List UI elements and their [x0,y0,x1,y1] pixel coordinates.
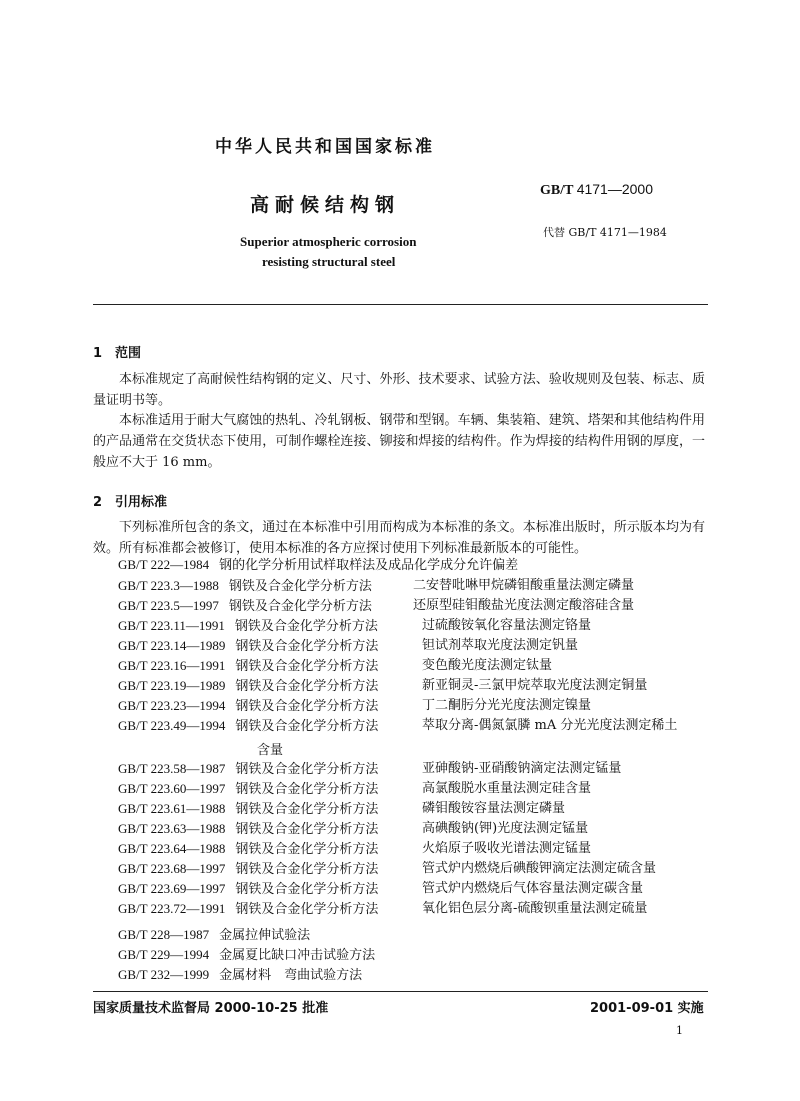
reference-subtitle: 亚砷酸钠-亚硝酸钠滴定法测定锰量 [422,761,622,776]
document-title: 高耐候结构钢 [250,194,401,216]
reference-title: 钢铁及合金化学分析方法 [235,659,379,674]
reference-title: 钢铁及合金化学分析方法 [228,579,372,594]
standard-code-prefix: GB/T [540,183,574,198]
reference-title: 钢铁及合金化学分析方法 [235,719,379,734]
reference-title: 钢铁及合金化学分析方法 [228,599,372,614]
english-title-line1: Superior atmospheric corrosion [240,234,417,249]
reference-subtitle: 丁二酮肟分光光度法测定镍量 [422,698,592,713]
section-2-paragraph: 下列标准所包含的条文，通过在本标准中引用而构成为本标准的条文。本标准出版时，所示版本均为有效。所有标准都会被修订，使用本标准的各方应探讨使用下列标准最新版本的可能性。 [93,520,705,556]
reference-code: GB/T 223.64—1988 [118,841,226,856]
reference-item [118,696,378,717]
reference-item [118,759,378,780]
reference-title: 钢铁及合金化学分析方法 [235,882,379,897]
reference-title: 钢铁及合金化学分析方法 [235,842,379,857]
reference-item [118,616,378,637]
reference-code: GB/T 223.69—1997 [118,881,226,896]
reference-subtitle: 磷钼酸铵容量法测定磷量 [422,801,566,816]
reference-code: GB/T 223.5—1997 [118,598,219,613]
reference-title: 钢铁及合金化学分析方法 [235,802,379,817]
reference-item [118,555,518,576]
reference-code: GB/T 223.3—1988 [118,578,219,593]
reference-subtitle: 管式炉内燃烧后气体容量法测定碳含量 [422,881,644,896]
reference-code: GB/T 223.61—1988 [118,801,226,816]
reference-item [118,576,372,597]
reference-code: GB/T 223.19—1989 [118,678,226,693]
header-divider [93,304,708,305]
reference-subtitle: 变色酸光度法测定钛量 [422,658,553,673]
reference-code: GB/T 223.11—1991 [118,618,225,633]
reference-subtitle: 高氯酸脱水重量法测定硅含量 [422,781,592,796]
section-1-heading: 1 范围 [93,346,142,361]
reference-item [118,879,378,900]
reference-item [118,819,378,840]
reference-title: 钢铁及合金化学分析方法 [235,902,379,917]
reference-item [118,925,310,946]
section-2-heading: 2 引用标准 [93,495,168,510]
reference-title: 钢铁及合金化学分析方法 [235,782,379,797]
reference-code: GB/T 223.23—1994 [118,698,226,713]
reference-subtitle: 氧化铝色层分离-硫酸钡重量法测定硫量 [422,901,648,916]
reference-subtitle: 钽试剂萃取光度法测定钒量 [422,638,579,653]
section-1-paragraph-1: 本标准规定了高耐候性结构钢的定义、尺寸、外形、技术要求、试验方法、验收规则及包装、标志、质量证明书等。 [93,372,705,408]
reference-title: 钢铁及合金化学分析方法 [235,699,379,714]
reference-code: GB/T 223.60—1997 [118,781,226,796]
reference-item [118,779,378,800]
section-1-paragraph-2: 本标准适用于耐大气腐蚀的热轧、冷轧钢板、钢带和型钢。车辆、集装箱、建筑、塔架和其他结构件用的产品通常在交货状态下使用，可制作螺栓连接、铆接和焊接的结构件。作为焊接的结构件用钢的厚度，一般应不大于 16 mm。 [93,413,705,470]
reference-code: GB/T 223.68—1997 [118,861,226,876]
reference-item [118,799,378,820]
reference-item [118,636,378,657]
reference-subtitle: 火焰原子吸收光谱法测定锰量 [422,841,592,856]
reference-continuation: 含量 [257,743,284,758]
reference-item [118,676,378,697]
reference-code: GB/T 223.58—1987 [118,761,226,776]
implementation-date: 2001-09-01 实施 [590,1001,704,1016]
reference-title: 钢铁及合金化学分析方法 [235,679,379,694]
reference-item [118,965,362,986]
reference-title: 金属拉伸试验法 [219,928,311,943]
reference-code: GB/T 232—1999 [118,967,210,982]
approval-note: 国家质量技术监督局 2000-10-25 批准 [93,1001,329,1016]
reference-title: 钢铁及合金化学分析方法 [234,619,378,634]
reference-item [118,596,372,617]
reference-subtitle: 萃取分离-偶氮氯膦 mA 分光光度法测定稀土 [422,718,678,733]
reference-title: 金属夏比缺口冲击试验方法 [219,948,376,963]
reference-subtitle: 二安替吡啉甲烷磷钼酸重量法测定磷量 [413,578,635,593]
reference-code: GB/T 223.63—1988 [118,821,226,836]
reference-title: 钢铁及合金化学分析方法 [235,862,379,877]
reference-code: GB/T 223.72—1991 [118,901,226,916]
reference-title: 金属材料 弯曲试验方法 [219,968,363,983]
reference-item [118,859,378,880]
reference-subtitle: 管式炉内燃烧后碘酸钾滴定法测定硫含量 [422,861,657,876]
standard-code-number: 4171—2000 [576,181,653,197]
page-number: 1 [676,1024,683,1037]
reference-code: GB/T 222—1984 [118,557,210,572]
reference-code: GB/T 223.16—1991 [118,658,226,673]
reference-code: GB/T 229—1994 [118,947,210,962]
reference-title: 钢的化学分析用试样取样法及成品化学成分允许偏差 [219,558,519,573]
english-title-line2: resisting structural steel [262,254,396,269]
reference-subtitle: 高碘酸钠(钾)光度法测定锰量 [422,821,589,836]
national-standard-heading: 中华人民共和国国家标准 [215,137,435,157]
reference-subtitle: 新亚铜灵-三氯甲烷萃取光度法测定铜量 [422,678,648,693]
reference-item [118,716,378,737]
reference-title: 钢铁及合金化学分析方法 [235,822,379,837]
reference-code: GB/T 223.14—1989 [118,638,226,653]
reference-item [118,839,378,860]
replaces-note: 代替 GB/T 4171—1984 [543,226,667,239]
reference-title: 钢铁及合金化学分析方法 [235,762,379,777]
footer-divider [93,991,708,992]
reference-code: GB/T 228—1987 [118,927,210,942]
reference-subtitle: 还原型硅钼酸盐光度法测定酸溶硅含量 [413,598,635,613]
reference-subtitle: 过硫酸铵氧化容量法测定铬量 [422,618,592,633]
reference-title: 钢铁及合金化学分析方法 [235,639,379,654]
reference-code: GB/T 223.49—1994 [118,718,226,733]
reference-item [118,656,378,677]
reference-item [118,945,375,966]
standard-code [540,181,653,199]
reference-item [118,899,378,920]
